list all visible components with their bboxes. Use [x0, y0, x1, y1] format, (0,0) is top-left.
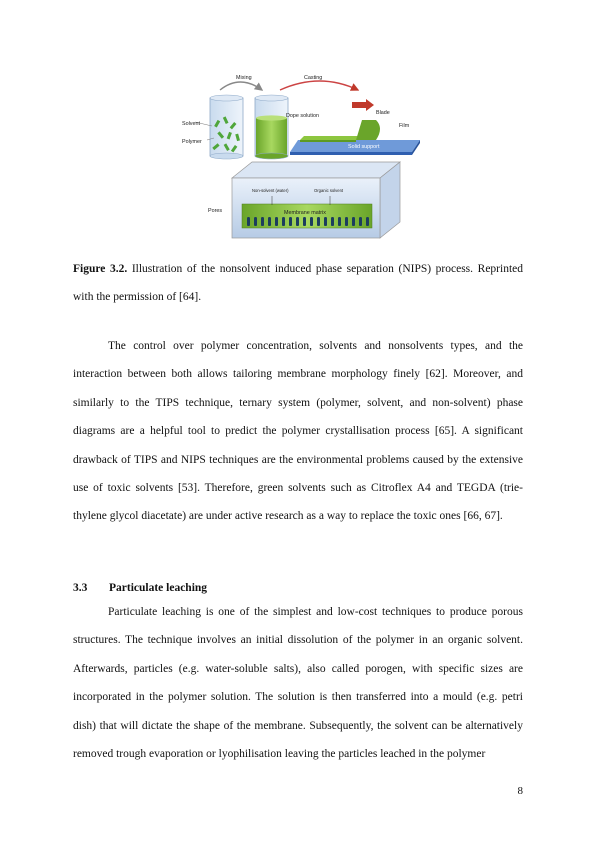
section-title: Particulate leaching	[109, 582, 208, 594]
mixing-label: Mixing	[236, 75, 252, 81]
non-solvent-label: Non-solvent (water)	[252, 188, 289, 193]
body-paragraph-1: The control over polymer concentration, solvents and nonsolvents types, and the interaction between both allows tailoring membrane morphology finely [62]. Moreover, and similarly to the TIPS technique, ternary system (polymer, solvent, and non-solvent) phase diagrams are a helpful tool to predict the polymer crystallisation process [65]. A significant drawback of TIPS and NIPS techniques are the environmental problems caused by the extensive use of toxic solvents [53]. Therefore, green solvents such as Citroflex A4 and TEGDA (trie- thylene glycol diacetate) are under active research as a way to replace the toxic ones [66, 67].	[73, 340, 523, 523]
page-number: 8	[517, 785, 523, 797]
dope-beaker	[255, 95, 288, 159]
figure-caption-label: Figure 3.2.	[73, 263, 128, 275]
section-number: 3.3	[73, 582, 88, 594]
organic-solvent-label: Organic solvent	[314, 188, 344, 193]
film-label: Film	[399, 123, 410, 129]
mixing-arrow	[220, 82, 262, 90]
nips-figure	[180, 70, 425, 242]
figure-caption	[73, 255, 523, 311]
solvent-beaker	[210, 95, 243, 159]
polymer-label: Polymer	[182, 139, 202, 145]
membrane-matrix-label: Membrane matrix	[284, 210, 326, 216]
blade-label: Blade	[376, 110, 390, 116]
section-heading	[73, 582, 207, 594]
pores-label: Pores	[208, 208, 223, 214]
figure-caption-text: Illustration of the nonsolvent induced phase separation (NIPS) process. Reprinted with the permission of [64].	[73, 263, 523, 303]
casting-arrow	[280, 81, 358, 90]
casting-label: Casting	[304, 75, 323, 81]
membrane-box	[232, 162, 400, 238]
solvent-label: Solvent	[182, 121, 200, 127]
solid-support-label: Solid support	[348, 144, 380, 150]
dope-solution-label: Dope solution	[286, 113, 319, 119]
body-paragraph-2: Particulate leaching is one of the simplest and low-cost techniques to produce porous structures. The technique involves an initial dissolution of the polymer in an organic solvent. Afterwards, particles (e.g. water-soluble salts), also called porogen, with specific sizes are incorporated in the polymer solution. The solution is then transferred into a mould (e.g. petri dish) that will dictate the shape of the membrane. Subsequently, the solvent can be alternatively removed trough evaporation or lyophilisation leaving the particles leached in the polymer	[73, 606, 523, 761]
